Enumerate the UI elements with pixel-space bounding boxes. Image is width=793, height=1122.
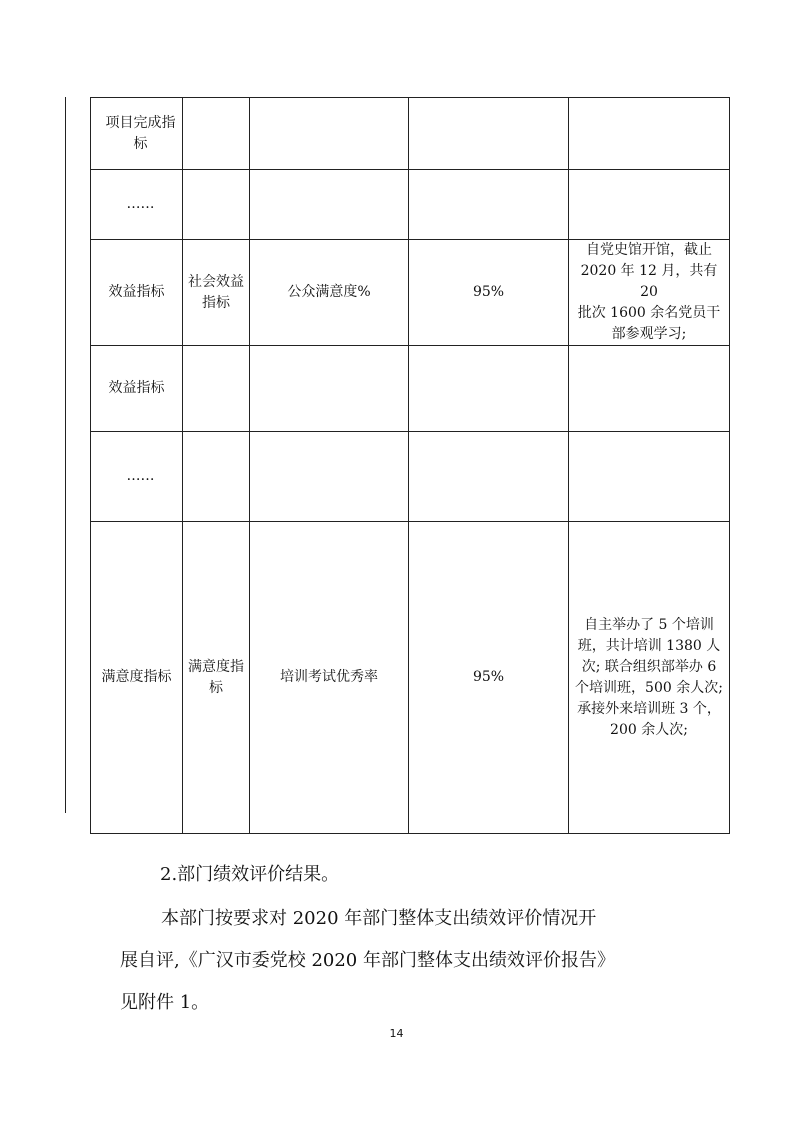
note-line: 2020 年 12 月，共有 20	[580, 263, 718, 300]
indicator-note	[569, 522, 730, 834]
indicator-category: ……	[91, 170, 183, 240]
table-row	[91, 346, 730, 432]
note-line: 班，共计培训 1380 人	[577, 637, 721, 654]
note-line: 200 余人次;	[610, 721, 688, 738]
indicator-category: 效益指标	[91, 346, 183, 432]
indicator-note	[569, 170, 730, 240]
indicator-category: ……	[91, 432, 183, 522]
table-row	[91, 432, 730, 522]
note-line: 自主举办了 5 个培训	[584, 616, 714, 633]
indicator-name	[250, 170, 409, 240]
indicator-subcategory	[183, 170, 250, 240]
indicator-category: 满意度指标	[91, 522, 183, 834]
note-line: 承接外来培训班 3 个，	[577, 700, 721, 717]
body-paragraph-line: 展自评,《广汉市委党校 2020 年部门整体支出绩效评价报告》	[120, 950, 615, 971]
indicator-note	[569, 432, 730, 522]
indicator-note	[569, 346, 730, 432]
indicator-note	[569, 240, 730, 346]
indicator-subcategory: 满意度指标	[183, 522, 250, 834]
note-line: 部参观学习;	[611, 326, 687, 342]
body-paragraph-line: 见附件 1。	[120, 992, 210, 1013]
indicator-name: 公众满意度%	[250, 240, 409, 346]
note-line: 批次 1600 余名党员干	[577, 305, 721, 321]
indicator-value	[409, 346, 569, 432]
indicator-note	[569, 98, 730, 170]
indicator-value	[409, 432, 569, 522]
table-row	[91, 522, 730, 834]
indicator-category: 效益指标	[91, 240, 183, 346]
indicator-value: 95%	[409, 522, 569, 834]
table-row	[91, 240, 730, 346]
table-row	[91, 170, 730, 240]
indicator-name	[250, 432, 409, 522]
note-line: 个培训班，500 余人次;	[575, 679, 723, 696]
page-number: 14	[389, 1027, 404, 1040]
indicator-subcategory	[183, 98, 250, 170]
indicator-value	[409, 170, 569, 240]
indicator-subcategory	[183, 346, 250, 432]
outer-table-border	[65, 97, 66, 813]
indicator-name	[250, 346, 409, 432]
body-paragraph-line: 本部门按要求对 2020 年部门整体支出绩效评价情况开	[161, 908, 597, 929]
indicator-value	[409, 98, 569, 170]
performance-table	[90, 97, 730, 834]
table-row	[91, 98, 730, 170]
indicator-name	[250, 98, 409, 170]
indicator-value: 95%	[409, 240, 569, 346]
indicator-subcategory	[183, 432, 250, 522]
indicator-subcategory: 社会效益指标	[183, 240, 250, 346]
note-line: 次; 联合组织部举办 6	[581, 658, 717, 675]
section-heading: 2.部门绩效评价结果。	[160, 864, 340, 885]
note-line: 自党史馆开馆，截止	[586, 242, 712, 258]
indicator-name: 培训考试优秀率	[250, 522, 409, 834]
indicator-category: 项目完成指标	[91, 98, 183, 170]
